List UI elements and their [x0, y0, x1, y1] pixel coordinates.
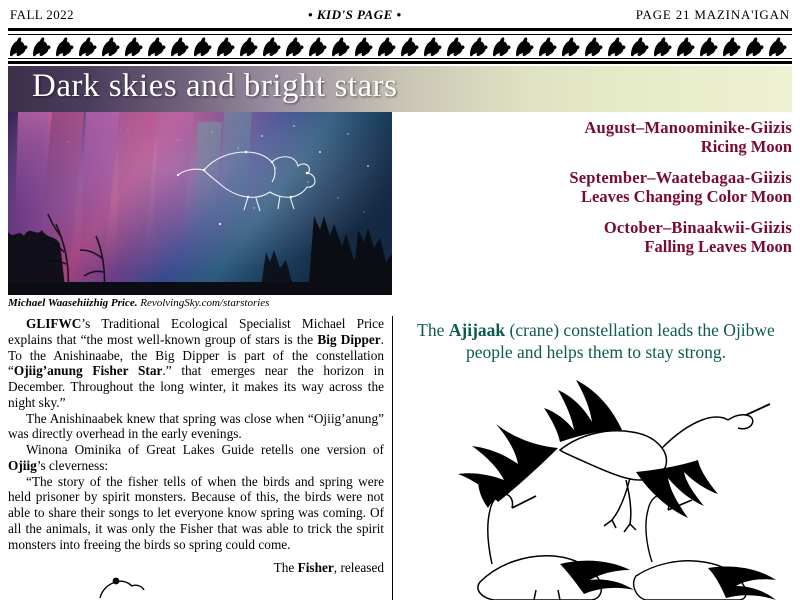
emphasis-text: GLIFWC — [26, 316, 82, 331]
article-paragraph — [8, 442, 384, 474]
body-text: The — [273, 560, 298, 575]
body-text: (crane) constellation leads the Ojibwe people and helps them to stay strong. — [465, 320, 775, 362]
moon-entry — [398, 168, 792, 207]
photo-credit-url: RevolvingSky.com/starstories — [140, 297, 270, 309]
article-paragraph — [8, 474, 384, 553]
emphasis-text: Ojiig — [8, 457, 37, 473]
moon-names-panel — [398, 118, 792, 268]
header-rule-bottom-thin — [8, 58, 792, 59]
moon-translation: Ricing Moon — [700, 137, 792, 157]
emphasis-text: Big Dipper — [317, 331, 381, 347]
body-text: .” that emerges near the horizon in December. Throughout the long winter, it makes its way across the night sky.” — [8, 363, 384, 410]
article-paragraph — [8, 316, 384, 411]
rabbit-frieze-decoration — [8, 36, 792, 57]
emphasis-text: Fisher — [297, 560, 334, 575]
article-paragraph — [8, 560, 384, 576]
masthead-issue-date: FALL 2022 — [10, 7, 74, 22]
moon-translation: Leaves Changing Color Moon — [580, 187, 792, 207]
moon-name: August–Manoominike-Giizis — [584, 118, 792, 137]
article-continued-fragment — [8, 560, 384, 576]
body-text: . To the Anishinaabe, the Big Dipper is part of the constellation “ — [8, 331, 384, 379]
body-text: ’s Traditional Ecological Specialist Michael Price explains that “the most well-known group of stars is the — [8, 316, 384, 347]
small-figure-decoration — [96, 572, 156, 600]
body-text: ’s cleverness: — [36, 457, 109, 473]
page-title: Dark skies and bright stars — [32, 68, 398, 104]
article-paragraph — [8, 411, 384, 443]
body-text: The — [417, 320, 449, 340]
emphasis-text: Ajijaak — [448, 320, 506, 340]
moon-entry — [398, 218, 792, 257]
body-text: , released — [333, 560, 384, 575]
emphasis-text: Ojiig’anung Fisher Star — [13, 363, 163, 379]
photo-credit — [8, 297, 392, 309]
photo-credit-name: Michael Waasehiizhig Price. — [8, 297, 138, 309]
moon-name: September–Waatebagaa-Giizis — [569, 167, 792, 187]
body-text: The Anishinaabek knew that spring was close when “Ojiig’anung” was directly overhead in the early evenings. — [8, 410, 384, 442]
article-body-column — [8, 316, 384, 552]
moon-name: October–Binaakwii-Giizis — [603, 217, 792, 237]
body-text: Winona Ominika of Great Lakes Guide retells one version of — [26, 442, 384, 457]
masthead — [0, 0, 800, 30]
header-rule-bottom-thick — [8, 61, 792, 64]
crane-headline — [400, 320, 792, 364]
moon-translation: Falling Leaves Moon — [644, 237, 792, 257]
masthead-section-title: • KID'S PAGE • — [308, 7, 402, 22]
column-divider — [392, 316, 393, 600]
body-text: “The story of the fisher tells of when the birds and spring were held prisoner by spirit monsters. Because of this, the birds were not able to share their songs to let everyone know spring was coming. Of all the animals, it was only the Fisher that was able to trick the spirit monsters into freeing the birds so spring could come. — [8, 473, 384, 552]
moon-entry — [398, 118, 792, 157]
header-rule-top-thin — [8, 34, 792, 35]
header-rule-top-thick — [8, 28, 792, 31]
article-banner — [8, 66, 792, 112]
crane-constellation-illustration — [440, 368, 800, 600]
aurora-photo — [8, 112, 392, 295]
masthead-page-number: PAGE 21 MAZINA'IGAN — [635, 7, 790, 22]
